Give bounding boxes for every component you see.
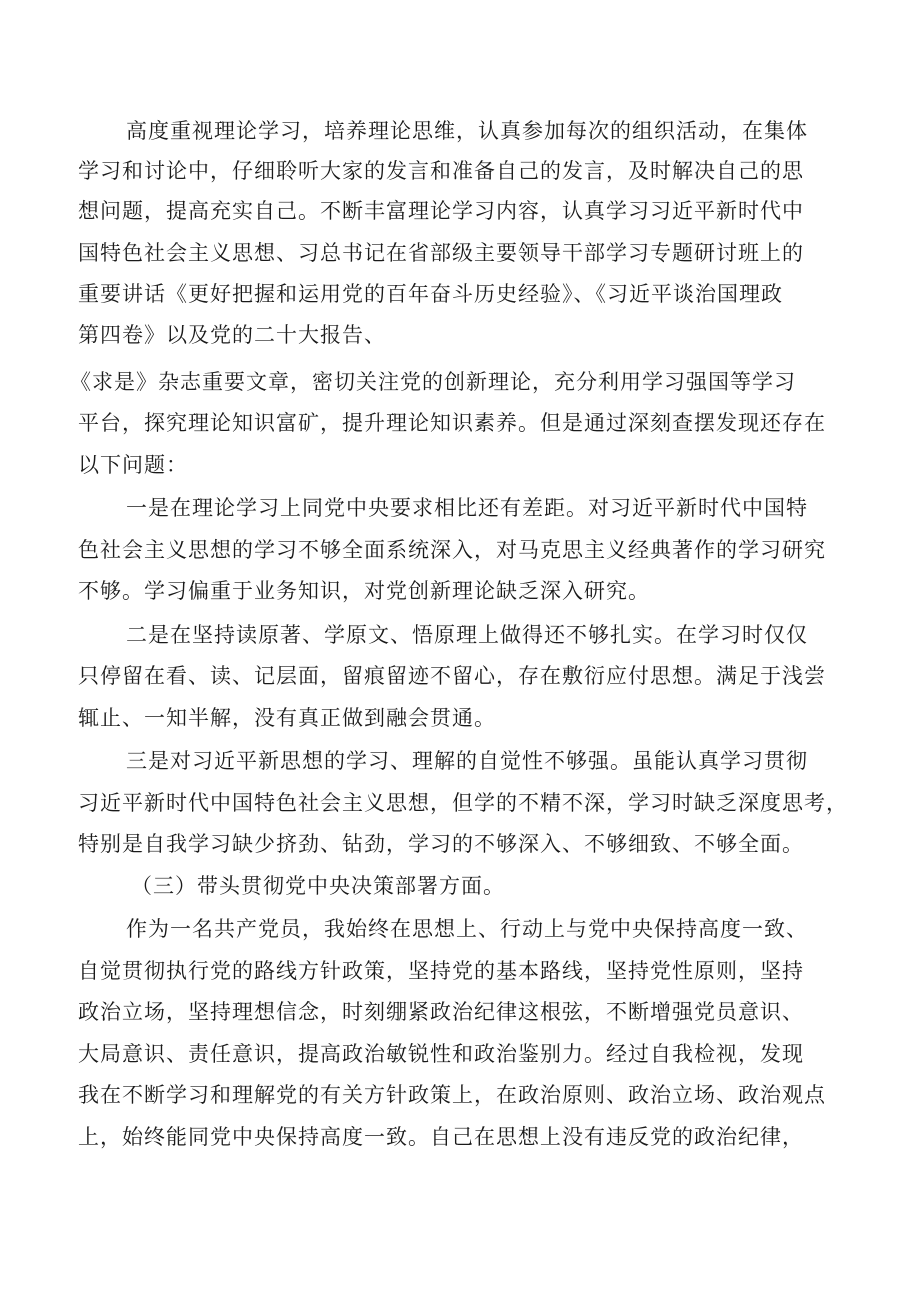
paragraph-6-line-3: 政治立场，坚持理想信念，时刻绷紧政治纪律这根弦，不断增强党员意识、 <box>78 1000 804 1024</box>
paragraph-3-line-3: 不够。学习偏重于业务知识，对党创新理论缺乏深入研究。 <box>78 579 650 603</box>
paragraph-2-line-1: 《求是》杂志重要文章，密切关注党的创新理论，充分利用学习强国等学习 <box>70 370 796 394</box>
paragraph-4-line-2: 只停留在看、读、记层面，留痕留迹不留心，存在敷衍应付思想。满足于浅尝 <box>78 664 826 688</box>
paragraph-6-line-5: 我在不断学习和理解党的有关方针政策上，在政治原则、政治立场、政治观点 <box>78 1083 826 1107</box>
paragraph-5-line-1: 三是对习近平新思想的学习、理解的自觉性不够强。虽能认真学习贯彻 <box>126 749 808 773</box>
paragraph-5-line-3: 特别是自我学习缺少挤劲、钻劲，学习的不够深入、不够细致、不够全面。 <box>78 832 804 856</box>
paragraph-3-line-1: 一是在理论学习上同党中央要求相比还有差距。对习近平新时代中国特 <box>126 496 808 520</box>
paragraph-1-line-1: 高度重视理论学习，培养理论思维，认真参加每次的组织活动，在集体 <box>126 119 808 143</box>
paragraph-4-line-1: 二是在坚持读原著、学原文、悟原理上做得还不够扎实。在学习时仅仅 <box>126 623 808 647</box>
paragraph-1-line-4: 国特色社会主义思想、习总书记在省部级主要领导干部学习专题研讨班上的 <box>78 241 804 265</box>
paragraph-2-line-3: 以下问题： <box>78 453 188 477</box>
paragraph-2-line-2: 平台，探究理论知识富矿，提升理论知识素养。但是通过深刻查摆发现还存在 <box>78 411 826 435</box>
paragraph-6-line-2: 自觉贯彻执行党的路线方针政策，坚持党的基本路线，坚持党性原则，坚持 <box>78 959 804 983</box>
paragraph-1-line-2: 学习和讨论中，仔细聆听大家的发言和准备自己的发言，及时解决自己的思 <box>78 159 804 183</box>
paragraph-4-line-3: 辄止、一知半解，没有真正做到融会贯通。 <box>78 706 496 730</box>
paragraph-1-line-6: 第四卷》以及党的二十大报告、 <box>78 323 386 347</box>
paragraph-3-line-2: 色社会主义思想的学习不够全面系统深入，对马克思主义经典著作的学习研究 <box>78 538 826 562</box>
paragraph-5-line-2: 习近平新时代中国特色社会主义思想，但学的不精不深，学习时缺乏深度思考， <box>78 791 848 815</box>
paragraph-1-line-5: 重要讲话《更好把握和运用党的百年奋斗历史经验》、《习近平谈治国理政 <box>78 282 783 306</box>
paragraph-6-line-1: 作为一名共产党员，我始终在思想上、行动上与党中央保持高度一致、 <box>126 917 808 941</box>
paragraph-1-line-3: 想问题，提高充实自己。不断丰富理论学习内容，认真学习习近平新时代中 <box>78 199 804 223</box>
paragraph-6-line-6: 上，始终能同党中央保持高度一致。自己在思想上没有违反党的政治纪律， <box>78 1125 804 1149</box>
section-heading: （三）带头贯彻党中央决策部署方面。 <box>131 874 505 898</box>
paragraph-6-line-4: 大局意识、责任意识，提高政治敏锐性和政治鉴别力。经过自我检视，发现 <box>78 1042 804 1066</box>
